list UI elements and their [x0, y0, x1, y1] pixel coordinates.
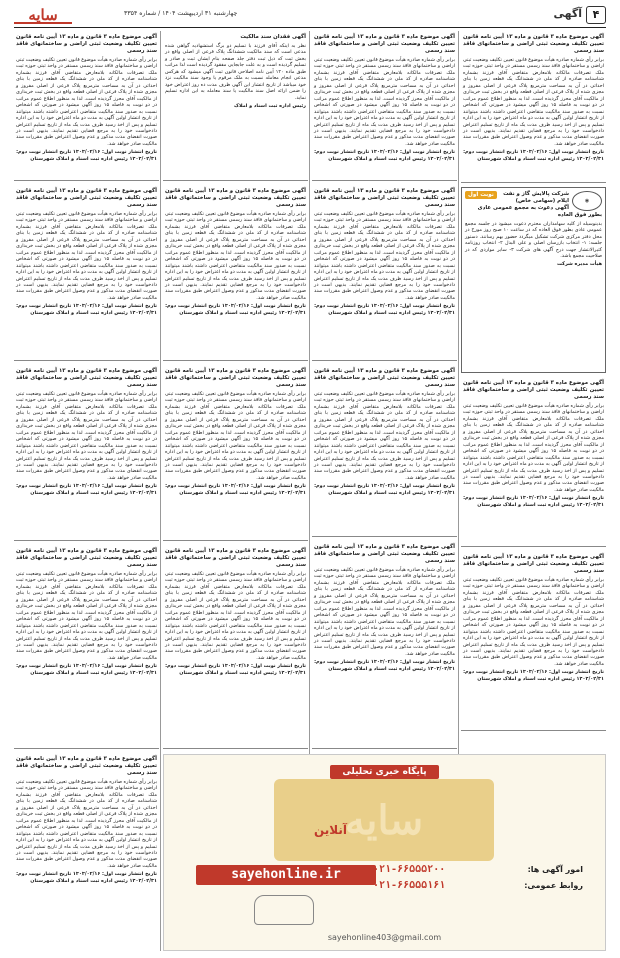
banner-email[interactable]: sayehonline403@gmail.com — [327, 933, 442, 942]
ad-title: آگهی موضوع ماده ۳ قانون و ماده ۱۳ آیین نامه قانون تعیین تکلیف وضعیت ثبتی اراضی و ساختمانهای فاقد سند رسمی — [463, 34, 604, 54]
meeting-notice-box[interactable] — [461, 187, 606, 373]
ad-title: آگهی موضوع ماده ۳ قانون و ماده ۱۳ آیین نامه قانون تعیین تکلیف وضعیت ثبتی اراضی و ساختمانهای فاقد سند رسمی — [314, 188, 455, 208]
phone-icon — [254, 895, 314, 925]
issue-date-line: چهارشنبه ۳۱ اردیبهشت ۱۴۰۴ / شماره ۳۳۵۴ — [124, 10, 238, 17]
notice-badge: نوبت اول — [465, 191, 497, 199]
ad-body: برابر رأی شماره صادره هیأت موضوع قانون تعیین تکلیف وضعیت ثبتی اراضی و ساختمانهای فاقد سند رسمی مستقر در واحد ثبتی حوزه ثبت ملک تصرفات مالکانه بلامعارض متقاضی آقای فرزند بشماره شناسنامه صادره از کد ملی در ششدانگ یک قطعه زمین با بنای احداثی در آن به مساحت مترمربع پلاک فرعی از اصلی مفروز و مجزی شده از پلاک فرعی از اصلی قطعه واقع در بخش ثبت خریداری از مالکیت آقای محرز گردیده است. لذا به منظور اطلاع عموم مراتب در دو نوبت به فاصله ۱۵ روز آگهی میشود در صورتی که اشخاص نسبت به صدور سند مالکیت متقاضی اعتراضی داشته باشند میتوانند از تاریخ انتشار اولین آگهی به مدت دو ماه اعتراض خود را به این اداره تسلیم و پس از اخذ رسید ظرف مدت یک ماه از تاریخ تسلیم اعتراض دادخواست خود را به مرجع قضایی تقدیم نمایند. بدیهی است در صورت انقضای مدت مذکور و عدم وصول اعتراض طبق مقررات سند مالکیت صادر خواهد شد. — [462, 57, 605, 147]
header-divider — [14, 27, 606, 28]
notice-org: شرکت پالایش گاز و نفت ایلام (سهامی خاص) — [503, 191, 569, 204]
ad-body: برابر رأی شماره صادره هیأت موضوع قانون تعیین تکلیف وضعیت ثبتی اراضی و ساختمانهای فاقد سند رسمی مستقر در واحد ثبتی حوزه ثبت ملک تصرفات مالکانه بلامعارض متقاضی آقای فرزند بشماره شناسنامه صادره از کد ملی در ششدانگ یک قطعه زمین با بنای احداثی در آن به مساحت مترمربع پلاک فرعی از اصلی مفروز و مجزی شده از پلاک فرعی از اصلی قطعه واقع در بخش ثبت خریداری از مالکیت آقای محرز گردیده است. لذا به منظور اطلاع عموم مراتب در دو نوبت به فاصله ۱۵ روز آگهی میشود در صورتی که اشخاص نسبت به صدور سند مالکیت متقاضی اعتراضی داشته باشند میتوانند از تاریخ انتشار اولین آگهی به مدت دو ماه اعتراض خود را به این اداره تسلیم و پس از اخذ رسید ظرف مدت یک ماه از تاریخ تسلیم اعتراض دادخواست خود را به مرجع قضایی تقدیم نمایند. بدیهی است در صورت انقضای مدت مذکور و عدم وصول اعتراض طبق مقررات سند مالکیت صادر خواهد شد. — [313, 391, 456, 481]
ads-contact-phone[interactable]: ۰۲۱-۶۶۵۵۵۲۰۰ — [373, 863, 446, 875]
legal-ad[interactable] — [163, 185, 308, 361]
column-divider — [160, 31, 161, 951]
ad-title: آگهی موضوع ماده ۳ قانون و ماده ۱۳ آیین نامه قانون تعیین تکلیف وضعیت ثبتی اراضی و ساختمانهای فاقد سند رسمی — [165, 188, 306, 208]
ad-signature: تاریخ انتشار نوبت اول: ۱۴۰۴/۰۲/۱۶ تاریخ انتشار نوبت دوم: ۱۴۰۴/۰۲/۳۱ رئیس اداره ثبت اسناد و املاک شهرستان — [463, 669, 604, 682]
ad-body: برابر رأی شماره صادره هیأت موضوع قانون تعیین تکلیف وضعیت ثبتی اراضی و ساختمانهای فاقد سند رسمی مستقر در واحد ثبتی حوزه ثبت ملک تصرفات مالکانه بلامعارض متقاضی آقای فرزند بشماره شناسنامه صادره از کد ملی در ششدانگ یک قطعه زمین با بنای احداثی در آن به مساحت مترمربع پلاک فرعی از اصلی مفروز و مجزی شده از پلاک فرعی از اصلی قطعه واقع در بخش ثبت خریداری از مالکیت آقای محرز گردیده است. لذا به منظور اطلاع عموم مراتب در دو نوبت به فاصله ۱۵ روز آگهی میشود در صورتی که اشخاص نسبت به صدور سند مالکیت متقاضی اعتراضی داشته باشند میتوانند از تاریخ انتشار اولین آگهی به مدت دو ماه اعتراض خود را به این اداره تسلیم و پس از اخذ رسید ظرف مدت یک ماه از تاریخ تسلیم اعتراض دادخواست خود را به مرجع قضایی تقدیم نمایند. بدیهی است در صورت انقضای مدت مذکور و عدم وصول اعتراض طبق مقررات سند مالکیت صادر خواهد شد. — [15, 571, 158, 661]
logo-text: سایه — [28, 6, 58, 24]
pr-contact-label: روابط عمومی: — [524, 880, 583, 890]
notice-title: آگهی دعوت به مجمع عمومی عادی بطور فوق العاده — [477, 205, 602, 218]
ad-signature: تاریخ انتشار نوبت اول: ۱۴۰۴/۰۲/۱۶ تاریخ انتشار نوبت دوم: ۱۴۰۴/۰۲/۳۱ رئیس اداره ثبت اسناد و املاک شهرستان — [314, 659, 455, 672]
ad-title: آگهی موضوع ماده ۳ قانون و ماده ۱۳ آیین نامه قانون تعیین تکلیف وضعیت ثبتی اراضی و ساختمانهای فاقد سند رسمی — [16, 756, 157, 776]
ad-title: آگهی موضوع ماده ۳ قانون و ماده ۱۳ آیین نامه قانون تعیین تکلیف وضعیت ثبتی اراضی و ساختمانهای فاقد سند رسمی — [165, 548, 306, 568]
ad-title: آگهی موضوع ماده ۳ قانون و ماده ۱۳ آیین نامه قانون تعیین تکلیف وضعیت ثبتی اراضی و ساختمانهای فاقد سند رسمی — [463, 380, 604, 400]
ad-body: برابر رأی شماره صادره هیأت موضوع قانون تعیین تکلیف وضعیت ثبتی اراضی و ساختمانهای فاقد سند رسمی مستقر در واحد ثبتی حوزه ثبت ملک تصرفات مالکانه بلامعارض متقاضی آقای فرزند بشماره شناسنامه صادره از کد ملی در ششدانگ یک قطعه زمین با بنای احداثی در آن به مساحت مترمربع پلاک فرعی از اصلی مفروز و مجزی شده از پلاک فرعی از اصلی قطعه واقع در بخش ثبت خریداری از مالکیت آقای محرز گردیده است. لذا به منظور اطلاع عموم مراتب در دو نوبت به فاصله ۱۵ روز آگهی میشود در صورتی که اشخاص نسبت به صدور سند مالکیت متقاضی اعتراضی داشته باشند میتوانند از تاریخ انتشار اولین آگهی به مدت دو ماه اعتراض خود را به این اداره تسلیم و پس از اخذ رسید ظرف مدت یک ماه از تاریخ تسلیم اعتراض دادخواست خود را به مرجع قضایی تقدیم نمایند. بدیهی است در صورت انقضای مدت مذکور و عدم وصول اعتراض طبق مقررات سند مالکیت صادر خواهد شد. — [164, 211, 307, 301]
ad-title: آگهی موضوع ماده ۳ قانون و ماده ۱۳ آیین نامه قانون تعیین تکلیف وضعیت ثبتی اراضی و ساختمانهای فاقد سند رسمی — [314, 368, 455, 388]
ad-body: برابر رأی شماره صادره هیأت موضوع قانون تعیین تکلیف وضعیت ثبتی اراضی و ساختمانهای فاقد سند رسمی مستقر در واحد ثبتی حوزه ثبت ملک تصرفات مالکانه بلامعارض متقاضی آقای فرزند بشماره شناسنامه صادره از کد ملی در ششدانگ یک قطعه زمین با بنای احداثی در آن به مساحت مترمربع پلاک فرعی از اصلی مفروز و مجزی شده از پلاک فرعی از اصلی قطعه واقع در بخش ثبت خریداری از مالکیت آقای محرز گردیده است. لذا به منظور اطلاع عموم مراتب در دو نوبت به فاصله ۱۵ روز آگهی میشود در صورتی که اشخاص نسبت به صدور سند مالکیت متقاضی اعتراضی داشته باشند میتوانند از تاریخ انتشار اولین آگهی به مدت دو ماه اعتراض خود را به این اداره تسلیم و پس از اخذ رسید ظرف مدت یک ماه از تاریخ تسلیم اعتراض دادخواست خود را به مرجع قضایی تقدیم نمایند. بدیهی است در صورت انقضای مدت مذکور و عدم وصول اعتراض طبق مقررات سند مالکیت صادر خواهد شد. — [313, 567, 456, 657]
legal-ad[interactable] — [312, 31, 457, 181]
sayeh-online-banner[interactable] — [163, 754, 606, 951]
ad-title: آگهی موضوع ماده ۳ قانون و ماده ۱۳ آیین نامه قانون تعیین تکلیف وضعیت ثبتی اراضی و ساختمانهای فاقد سند رسمی — [16, 188, 157, 208]
ad-body: نظر به اینکه آقای فرزند با تسلیم دو برگ استشهادیه گواهی شده مدعی است که سند مالکیت ششدانگ پلاک فرعی از اصلی واقع در بخش ثبت که ذیل ثبت دفتر جلد صفحه بنام ایشان ثبت و صادر و تسلیم گردیده است و به علت جابجایی مفقود گردیده است لذا مراتب طبق ماده ۱۲۰ آیین نامه اصلاحی قانون ثبت آگهی میشود که هرکس مدعی انجام معامله نسبت به ملک مرقوم یا وجود سند مالکیت نزد خود میباشد از تاریخ انتشار این آگهی ظرف مدت ده روز اعتراض خود را ضمن ارائه اصل سند مالکیت یا سند معامله به این اداره تسلیم نماید. — [165, 43, 307, 101]
legal-ad[interactable] — [461, 377, 606, 547]
lost-deed-ad[interactable] — [163, 31, 308, 181]
ad-title: آگهی فقدان سند مالکیت — [240, 34, 306, 40]
ad-title: آگهی موضوع ماده ۳ قانون و ماده ۱۳ آیین نامه قانون تعیین تکلیف وضعیت ثبتی اراضی و ساختمانهای فاقد سند رسمی — [463, 554, 604, 574]
legal-ad[interactable] — [14, 753, 159, 951]
legal-ad[interactable] — [461, 31, 606, 183]
company-emblem-icon: ◉ — [572, 191, 602, 211]
ad-body: برابر رأی شماره صادره هیأت موضوع قانون تعیین تکلیف وضعیت ثبتی اراضی و ساختمانهای فاقد سند رسمی مستقر در واحد ثبتی حوزه ثبت ملک تصرفات مالکانه بلامعارض متقاضی آقای فرزند بشماره شناسنامه صادره از کد ملی در ششدانگ یک قطعه زمین با بنای احداثی در آن به مساحت مترمربع پلاک فرعی از اصلی مفروز و مجزی شده از پلاک فرعی از اصلی قطعه واقع در بخش ثبت خریداری از مالکیت آقای محرز گردیده است. لذا به منظور اطلاع عموم مراتب در دو نوبت به فاصله ۱۵ روز آگهی میشود در صورتی که اشخاص نسبت به صدور سند مالکیت متقاضی اعتراضی داشته باشند میتوانند از تاریخ انتشار اولین آگهی به مدت دو ماه اعتراض خود را به این اداره تسلیم و پس از اخذ رسید ظرف مدت یک ماه از تاریخ تسلیم اعتراض دادخواست خود را به مرجع قضایی تقدیم نمایند. بدیهی است در صورت انقضای مدت مذکور و عدم وصول اعتراض طبق مقررات سند مالکیت صادر خواهد شد. — [462, 403, 605, 493]
ad-signature: تاریخ انتشار نوبت اول: ۱۴۰۴/۰۲/۱۶ تاریخ انتشار نوبت دوم: ۱۴۰۴/۰۲/۳۱ رئیس اداره ثبت اسناد و املاک شهرستان — [16, 303, 157, 316]
ad-signature: تاریخ انتشار نوبت اول: ۱۴۰۴/۰۲/۱۶ تاریخ انتشار نوبت دوم: ۱۴۰۴/۰۲/۳۱ رئیس اداره ثبت اسناد و املاک شهرستان — [314, 483, 455, 496]
legal-ad[interactable] — [14, 545, 159, 749]
ad-signature: تاریخ انتشار نوبت اول: ۱۴۰۴/۰۲/۱۶ تاریخ انتشار نوبت دوم: ۱۴۰۴/۰۲/۳۱ رئیس اداره ثبت اسناد و املاک شهرستان — [165, 483, 306, 496]
banner-logo — [274, 779, 494, 861]
ad-body: برابر رأی شماره صادره هیأت موضوع قانون تعیین تکلیف وضعیت ثبتی اراضی و ساختمانهای فاقد سند رسمی مستقر در واحد ثبتی حوزه ثبت ملک تصرفات مالکانه بلامعارض متقاضی آقای فرزند بشماره شناسنامه صادره از کد ملی در ششدانگ یک قطعه زمین با بنای احداثی در آن به مساحت مترمربع پلاک فرعی از اصلی مفروز و مجزی شده از پلاک فرعی از اصلی قطعه واقع در بخش ثبت خریداری از مالکیت آقای محرز گردیده است. لذا به منظور اطلاع عموم مراتب در دو نوبت به فاصله ۱۵ روز آگهی میشود در صورتی که اشخاص نسبت به صدور سند مالکیت متقاضی اعتراضی داشته باشند میتوانند از تاریخ انتشار اولین آگهی به مدت دو ماه اعتراض خود را به این اداره تسلیم و پس از اخذ رسید ظرف مدت یک ماه از تاریخ تسلیم اعتراض دادخواست خود را به مرجع قضایی تقدیم نمایند. بدیهی است در صورت انقضای مدت مذکور و عدم وصول اعتراض طبق مقررات سند مالکیت صادر خواهد شد. — [15, 391, 158, 481]
ad-title: آگهی موضوع ماده ۳ قانون و ماده ۱۳ آیین نامه قانون تعیین تکلیف وضعیت ثبتی اراضی و ساختمانهای فاقد سند رسمی — [16, 548, 157, 568]
legal-ad[interactable] — [312, 541, 457, 749]
section-title: آگهی — [553, 7, 582, 20]
legal-ad[interactable] — [14, 31, 159, 181]
newspaper-logo[interactable] — [14, 6, 72, 24]
banner-contacts — [373, 861, 583, 893]
ad-signature: تاریخ انتشار نوبت اول: ۱۴۰۴/۰۲/۱۶ تاریخ انتشار نوبت دوم: ۱۴۰۴/۰۲/۳۱ رئیس اداره ثبت اسناد و املاک شهرستان — [165, 303, 306, 316]
ad-signature: تاریخ انتشار نوبت اول: ۱۴۰۴/۰۲/۱۶ تاریخ انتشار نوبت دوم: ۱۴۰۴/۰۲/۳۱ رئیس اداره ثبت اسناد و املاک شهرستان — [16, 483, 157, 496]
banner-top-text: پایگاه خبری تحلیلی — [330, 765, 438, 779]
ad-body: برابر رأی شماره صادره هیأت موضوع قانون تعیین تکلیف وضعیت ثبتی اراضی و ساختمانهای فاقد سند رسمی مستقر در واحد ثبتی حوزه ثبت ملک تصرفات مالکانه بلامعارض متقاضی آقای فرزند بشماره شناسنامه صادره از کد ملی در ششدانگ یک قطعه زمین با بنای احداثی در آن به مساحت مترمربع پلاک فرعی از اصلی مفروز و مجزی شده از پلاک فرعی از اصلی قطعه واقع در بخش ثبت خریداری از مالکیت آقای محرز گردیده است. لذا به منظور اطلاع عموم مراتب در دو نوبت به فاصله ۱۵ روز آگهی میشود در صورتی که اشخاص نسبت به صدور سند مالکیت متقاضی اعتراضی داشته باشند میتوانند از تاریخ انتشار اولین آگهی به مدت دو ماه اعتراض خود را به این اداره تسلیم و پس از اخذ رسید ظرف مدت یک ماه از تاریخ تسلیم اعتراض دادخواست خود را به مرجع قضایی تقدیم نمایند. بدیهی است در صورت انقضای مدت مذکور و عدم وصول اعتراض طبق مقررات سند مالکیت صادر خواهد شد. — [164, 391, 307, 481]
ad-title: آگهی موضوع ماده ۳ قانون و ماده ۱۳ آیین نامه قانون تعیین تکلیف وضعیت ثبتی اراضی و ساختمانهای فاقد سند رسمی — [314, 544, 455, 564]
ad-signature: تاریخ انتشار نوبت اول: ۱۴۰۴/۰۲/۱۶ تاریخ انتشار نوبت دوم: ۱۴۰۴/۰۲/۳۱ رئیس اداره ثبت اسناد و املاک شهرستان — [314, 149, 455, 162]
banner-top-label — [164, 759, 605, 779]
legal-ad[interactable] — [163, 365, 308, 541]
ad-title: آگهی موضوع ماده ۳ قانون و ماده ۱۳ آیین نامه قانون تعیین تکلیف وضعیت ثبتی اراضی و ساختمانهای فاقد سند رسمی — [165, 368, 306, 388]
ad-title: آگهی موضوع ماده ۳ قانون و ماده ۱۳ آیین نامه قانون تعیین تکلیف وضعیت ثبتی اراضی و ساختمانهای فاقد سند رسمی — [16, 34, 157, 54]
ad-signature: تاریخ انتشار نوبت اول: ۱۴۰۴/۰۲/۱۶ تاریخ انتشار نوبت دوم: ۱۴۰۴/۰۲/۳۱ رئیس اداره ثبت اسناد و املاک شهرستان — [165, 663, 306, 676]
ad-signature: تاریخ انتشار نوبت اول: ۱۴۰۴/۰۲/۱۶ تاریخ انتشار نوبت دوم: ۱۴۰۴/۰۲/۳۱ رئیس اداره ثبت اسناد و املاک شهرستان — [463, 149, 604, 162]
banner-website-link[interactable]: sayehonline.ir — [196, 865, 376, 885]
page-number: ۴ — [586, 6, 606, 24]
ad-signature: رئیس اداره ثبت اسناد و املاک — [234, 103, 306, 110]
ads-grid — [14, 31, 606, 951]
pr-contact-phone[interactable]: ۰۲۱-۶۶۵۵۵۱۶۱ — [373, 879, 446, 891]
ad-body: برابر رأی شماره صادره هیأت موضوع قانون تعیین تکلیف وضعیت ثبتی اراضی و ساختمانهای فاقد سند رسمی مستقر در واحد ثبتی حوزه ثبت ملک تصرفات مالکانه بلامعارض متقاضی آقای فرزند بشماره شناسنامه صادره از کد ملی در ششدانگ یک قطعه زمین با بنای احداثی در آن به مساحت مترمربع پلاک فرعی از اصلی مفروز و مجزی شده از پلاک فرعی از اصلی قطعه واقع در بخش ثبت خریداری از مالکیت آقای محرز گردیده است. لذا به منظور اطلاع عموم مراتب در دو نوبت به فاصله ۱۵ روز آگهی میشود در صورتی که اشخاص نسبت به صدور سند مالکیت متقاضی اعتراضی داشته باشند میتوانند از تاریخ انتشار اولین آگهی به مدت دو ماه اعتراض خود را به این اداره تسلیم و پس از اخذ رسید ظرف مدت یک ماه از تاریخ تسلیم اعتراض دادخواست خود را به مرجع قضایی تقدیم نمایند. بدیهی است در صورت انقضای مدت مذکور و عدم وصول اعتراض طبق مقررات سند مالکیت صادر خواهد شد. — [15, 57, 158, 147]
ad-body: برابر رأی شماره صادره هیأت موضوع قانون تعیین تکلیف وضعیت ثبتی اراضی و ساختمانهای فاقد سند رسمی مستقر در واحد ثبتی حوزه ثبت ملک تصرفات مالکانه بلامعارض متقاضی آقای فرزند بشماره شناسنامه صادره از کد ملی در ششدانگ یک قطعه زمین با بنای احداثی در آن به مساحت مترمربع پلاک فرعی از اصلی مفروز و مجزی شده از پلاک فرعی از اصلی قطعه واقع در بخش ثبت خریداری از مالکیت آقای محرز گردیده است. لذا به منظور اطلاع عموم مراتب در دو نوبت به فاصله ۱۵ روز آگهی میشود در صورتی که اشخاص نسبت به صدور سند مالکیت متقاضی اعتراضی داشته باشند میتوانند از تاریخ انتشار اولین آگهی به مدت دو ماه اعتراض خود را به این اداره تسلیم و پس از اخذ رسید ظرف مدت یک ماه از تاریخ تسلیم اعتراض دادخواست خود را به مرجع قضایی تقدیم نمایند. بدیهی است در صورت انقضای مدت مذکور و عدم وصول اعتراض طبق مقررات سند مالکیت صادر خواهد شد. — [462, 577, 605, 667]
legal-ad[interactable] — [14, 185, 159, 361]
column-4 — [14, 31, 159, 951]
legal-ad[interactable] — [312, 365, 457, 537]
notice-body: بدینوسیله از کلیه سهامداران محترم دعوت میشود در جلسه مجمع عمومی عادی بطور فوق العاده که در ساعت ۱۰ صبح روز مورخ در محل دفتر مرکزی شرکت تشکیل میگردد حضور بهم رسانند. دستور جلسه: ۱- انتخاب بازرسان اصلی و علی البدل ۲- انتخاب روزنامه کثیرالانتشار جهت درج آگهی های شرکت ۳- سایر مواردی که در صلاحیت مجمع باشد. — [465, 221, 602, 260]
ad-body: برابر رأی شماره صادره هیأت موضوع قانون تعیین تکلیف وضعیت ثبتی اراضی و ساختمانهای فاقد سند رسمی مستقر در واحد ثبتی حوزه ثبت ملک تصرفات مالکانه بلامعارض متقاضی آقای فرزند بشماره شناسنامه صادره از کد ملی در ششدانگ یک قطعه زمین با بنای احداثی در آن به مساحت مترمربع پلاک فرعی از اصلی مفروز و مجزی شده از پلاک فرعی از اصلی قطعه واقع در بخش ثبت خریداری از مالکیت آقای محرز گردیده است. لذا به منظور اطلاع عموم مراتب در دو نوبت به فاصله ۱۵ روز آگهی میشود در صورتی که اشخاص نسبت به صدور سند مالکیت متقاضی اعتراضی داشته باشند میتوانند از تاریخ انتشار اولین آگهی به مدت دو ماه اعتراض خود را به این اداره تسلیم و پس از اخذ رسید ظرف مدت یک ماه از تاریخ تسلیم اعتراض دادخواست خود را به مرجع قضایی تقدیم نمایند. بدیهی است در صورت انقضای مدت مذکور و عدم وصول اعتراض طبق مقررات سند مالکیت صادر خواهد شد. — [15, 779, 158, 869]
ads-contact-row — [373, 861, 583, 877]
ad-title: آگهی موضوع ماده ۳ قانون و ماده ۱۳ آیین نامه قانون تعیین تکلیف وضعیت ثبتی اراضی و ساختمانهای فاقد سند رسمی — [314, 34, 455, 54]
banner-logo-small: آنلاین — [314, 823, 348, 837]
legal-ad[interactable] — [461, 551, 606, 731]
page-header — [14, 6, 606, 26]
ads-contact-label: امور آگهی ها: — [527, 864, 583, 874]
ad-title: آگهی موضوع ماده ۳ قانون و ماده ۱۳ آیین نامه قانون تعیین تکلیف وضعیت ثبتی اراضی و ساختمانهای فاقد سند رسمی — [16, 368, 157, 388]
legal-ad[interactable] — [14, 365, 159, 541]
ad-signature: تاریخ انتشار نوبت اول: ۱۴۰۴/۰۲/۱۶ تاریخ انتشار نوبت دوم: ۱۴۰۴/۰۲/۳۱ رئیس اداره ثبت اسناد و املاک شهرستان — [16, 149, 157, 162]
ad-signature: تاریخ انتشار نوبت اول: ۱۴۰۴/۰۲/۱۶ تاریخ انتشار نوبت دوم: ۱۴۰۴/۰۲/۳۱ رئیس اداره ثبت اسناد و املاک شهرستان — [16, 663, 157, 676]
pr-contact-row — [373, 877, 583, 893]
legal-ad[interactable] — [163, 545, 308, 749]
notice-signature: هیأت مدیره شرکت — [556, 261, 602, 268]
ad-signature: تاریخ انتشار نوبت اول: ۱۴۰۴/۰۲/۱۶ تاریخ انتشار نوبت دوم: ۱۴۰۴/۰۲/۳۱ رئیس اداره ثبت اسناد و املاک شهرستان — [314, 303, 455, 316]
ad-signature: تاریخ انتشار نوبت اول: ۱۴۰۴/۰۲/۱۶ تاریخ انتشار نوبت دوم: ۱۴۰۴/۰۲/۳۱ رئیس اداره ثبت اسناد و املاک شهرستان — [16, 871, 157, 884]
ad-signature: تاریخ انتشار نوبت اول: ۱۴۰۴/۰۲/۱۶ تاریخ انتشار نوبت دوم: ۱۴۰۴/۰۲/۳۱ رئیس اداره ثبت اسناد و املاک شهرستان — [463, 495, 604, 508]
ad-body: برابر رأی شماره صادره هیأت موضوع قانون تعیین تکلیف وضعیت ثبتی اراضی و ساختمانهای فاقد سند رسمی مستقر در واحد ثبتی حوزه ثبت ملک تصرفات مالکانه بلامعارض متقاضی آقای فرزند بشماره شناسنامه صادره از کد ملی در ششدانگ یک قطعه زمین با بنای احداثی در آن به مساحت مترمربع پلاک فرعی از اصلی مفروز و مجزی شده از پلاک فرعی از اصلی قطعه واقع در بخش ثبت خریداری از مالکیت آقای محرز گردیده است. لذا به منظور اطلاع عموم مراتب در دو نوبت به فاصله ۱۵ روز آگهی میشود در صورتی که اشخاص نسبت به صدور سند مالکیت متقاضی اعتراضی داشته باشند میتوانند از تاریخ انتشار اولین آگهی به مدت دو ماه اعتراض خود را به این اداره تسلیم و پس از اخذ رسید ظرف مدت یک ماه از تاریخ تسلیم اعتراض دادخواست خود را به مرجع قضایی تقدیم نمایند. بدیهی است در صورت انقضای مدت مذکور و عدم وصول اعتراض طبق مقررات سند مالکیت صادر خواهد شد. — [15, 211, 158, 301]
banner-logo-big: سایه — [344, 796, 424, 844]
ad-body: برابر رأی شماره صادره هیأت موضوع قانون تعیین تکلیف وضعیت ثبتی اراضی و ساختمانهای فاقد سند رسمی مستقر در واحد ثبتی حوزه ثبت ملک تصرفات مالکانه بلامعارض متقاضی آقای فرزند بشماره شناسنامه صادره از کد ملی در ششدانگ یک قطعه زمین با بنای احداثی در آن به مساحت مترمربع پلاک فرعی از اصلی مفروز و مجزی شده از پلاک فرعی از اصلی قطعه واقع در بخش ثبت خریداری از مالکیت آقای محرز گردیده است. لذا به منظور اطلاع عموم مراتب در دو نوبت به فاصله ۱۵ روز آگهی میشود در صورتی که اشخاص نسبت به صدور سند مالکیت متقاضی اعتراضی داشته باشند میتوانند از تاریخ انتشار اولین آگهی به مدت دو ماه اعتراض خود را به این اداره تسلیم و پس از اخذ رسید ظرف مدت یک ماه از تاریخ تسلیم اعتراض دادخواست خود را به مرجع قضایی تقدیم نمایند. بدیهی است در صورت انقضای مدت مذکور و عدم وصول اعتراض طبق مقررات سند مالکیت صادر خواهد شد. — [313, 57, 456, 147]
legal-ad[interactable] — [312, 185, 457, 361]
ad-body: برابر رأی شماره صادره هیأت موضوع قانون تعیین تکلیف وضعیت ثبتی اراضی و ساختمانهای فاقد سند رسمی مستقر در واحد ثبتی حوزه ثبت ملک تصرفات مالکانه بلامعارض متقاضی آقای فرزند بشماره شناسنامه صادره از کد ملی در ششدانگ یک قطعه زمین با بنای احداثی در آن به مساحت مترمربع پلاک فرعی از اصلی مفروز و مجزی شده از پلاک فرعی از اصلی قطعه واقع در بخش ثبت خریداری از مالکیت آقای محرز گردیده است. لذا به منظور اطلاع عموم مراتب در دو نوبت به فاصله ۱۵ روز آگهی میشود در صورتی که اشخاص نسبت به صدور سند مالکیت متقاضی اعتراضی داشته باشند میتوانند از تاریخ انتشار اولین آگهی به مدت دو ماه اعتراض خود را به این اداره تسلیم و پس از اخذ رسید ظرف مدت یک ماه از تاریخ تسلیم اعتراض دادخواست خود را به مرجع قضایی تقدیم نمایند. بدیهی است در صورت انقضای مدت مذکور و عدم وصول اعتراض طبق مقررات سند مالکیت صادر خواهد شد. — [164, 571, 307, 661]
ad-body: برابر رأی شماره صادره هیأت موضوع قانون تعیین تکلیف وضعیت ثبتی اراضی و ساختمانهای فاقد سند رسمی مستقر در واحد ثبتی حوزه ثبت ملک تصرفات مالکانه بلامعارض متقاضی آقای فرزند بشماره شناسنامه صادره از کد ملی در ششدانگ یک قطعه زمین با بنای احداثی در آن به مساحت مترمربع پلاک فرعی از اصلی مفروز و مجزی شده از پلاک فرعی از اصلی قطعه واقع در بخش ثبت خریداری از مالکیت آقای محرز گردیده است. لذا به منظور اطلاع عموم مراتب در دو نوبت به فاصله ۱۵ روز آگهی میشود در صورتی که اشخاص نسبت به صدور سند مالکیت متقاضی اعتراضی داشته باشند میتوانند از تاریخ انتشار اولین آگهی به مدت دو ماه اعتراض خود را به این اداره تسلیم و پس از اخذ رسید ظرف مدت یک ماه از تاریخ تسلیم اعتراض دادخواست خود را به مرجع قضایی تقدیم نمایند. بدیهی است در صورت انقضای مدت مذکور و عدم وصول اعتراض طبق مقررات سند مالکیت صادر خواهد شد. — [313, 211, 456, 301]
